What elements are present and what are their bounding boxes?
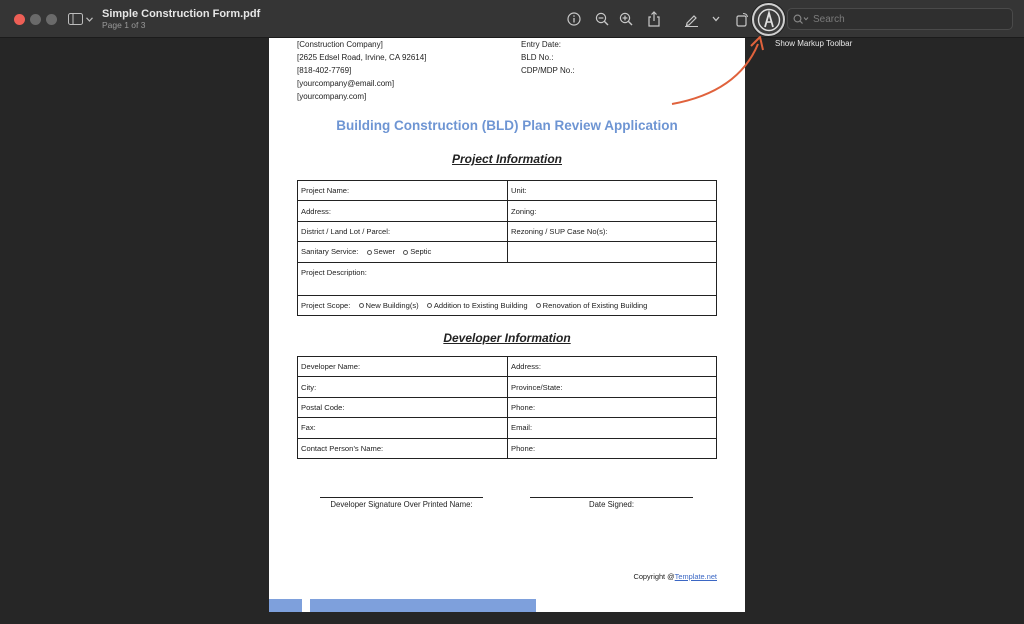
developer-name-field[interactable]: Developer Name: bbox=[298, 357, 508, 377]
email-field[interactable]: Email: bbox=[508, 418, 717, 438]
cdp-mdp-label: CDP/MDP No.: bbox=[521, 66, 575, 75]
sewer-radio[interactable] bbox=[367, 250, 372, 255]
bld-no-label: BLD No.: bbox=[521, 53, 554, 62]
developer-info-table bbox=[297, 356, 717, 459]
search-icon bbox=[793, 14, 809, 25]
company-address: [2625 Edsel Road, Irvine, CA 92614] bbox=[297, 53, 427, 62]
zoom-in-icon bbox=[619, 12, 633, 26]
zoom-in-button[interactable] bbox=[617, 10, 635, 28]
province-field[interactable]: Province/State: bbox=[508, 377, 717, 397]
close-window-button[interactable] bbox=[14, 14, 25, 25]
table-row bbox=[298, 181, 717, 201]
company-email: [yourcompany@email.com] bbox=[297, 79, 395, 88]
zoom-out-icon bbox=[595, 12, 609, 26]
sanitary-service-field bbox=[298, 242, 508, 262]
entry-date-label: Entry Date: bbox=[521, 40, 562, 49]
table-row bbox=[298, 221, 717, 241]
septic-radio[interactable] bbox=[403, 250, 408, 255]
table-row bbox=[298, 201, 717, 221]
footer-band bbox=[310, 599, 536, 612]
signature-line[interactable] bbox=[320, 497, 483, 498]
search-field[interactable] bbox=[787, 8, 1013, 30]
highlight-options-button[interactable] bbox=[707, 10, 725, 28]
contact-person-field[interactable]: Contact Person’s Name: bbox=[298, 438, 508, 458]
new-building-label: New Building(s) bbox=[365, 300, 419, 310]
sidebar-icon bbox=[68, 13, 83, 25]
zoning-field[interactable]: Zoning: bbox=[508, 201, 717, 221]
highlight-button[interactable] bbox=[682, 10, 700, 28]
pdf-page bbox=[269, 38, 745, 612]
date-signed-label: Date Signed: bbox=[588, 500, 635, 509]
project-scope-field bbox=[298, 295, 717, 315]
zoom-out-button[interactable] bbox=[593, 10, 611, 28]
window-toolbar bbox=[0, 0, 1024, 38]
developer-address-field[interactable]: Address: bbox=[508, 357, 717, 377]
unit-field[interactable]: Unit: bbox=[508, 181, 717, 201]
renovation-label: Renovation of Existing Building bbox=[542, 300, 648, 310]
city-field[interactable]: City: bbox=[298, 377, 508, 397]
table-row bbox=[298, 438, 717, 458]
contact-phone-field[interactable]: Phone: bbox=[508, 438, 717, 458]
document-title: Simple Construction Form.pdf bbox=[102, 8, 261, 20]
template-link[interactable]: Template.net bbox=[674, 572, 717, 581]
renovation-radio[interactable] bbox=[536, 303, 541, 308]
sanitary-service-label: Sanitary Service: bbox=[301, 247, 359, 257]
table-row bbox=[298, 295, 717, 315]
info-icon bbox=[567, 12, 581, 26]
septic-label: Septic bbox=[410, 247, 432, 257]
project-name-field[interactable]: Project Name: bbox=[298, 181, 508, 201]
minimize-window-button[interactable] bbox=[30, 14, 41, 25]
fax-field[interactable]: Fax: bbox=[298, 418, 508, 438]
table-row bbox=[298, 262, 717, 295]
share-button[interactable] bbox=[645, 10, 663, 28]
markup-tooltip: Show Markup Toolbar bbox=[772, 38, 855, 49]
info-button[interactable] bbox=[565, 10, 583, 28]
empty-cell bbox=[508, 242, 717, 262]
footer-band bbox=[269, 599, 302, 612]
rotate-icon bbox=[735, 12, 749, 27]
company-info bbox=[297, 38, 426, 103]
share-icon bbox=[647, 11, 661, 27]
project-info-table bbox=[297, 180, 717, 316]
addition-label: Addition to Existing Building bbox=[433, 300, 528, 310]
table-row bbox=[298, 418, 717, 438]
chevron-down-icon bbox=[86, 17, 93, 22]
district-field[interactable]: District / Land Lot / Parcel: bbox=[298, 221, 508, 241]
markup-toolbar-button[interactable] bbox=[752, 3, 785, 36]
addition-radio[interactable] bbox=[427, 303, 432, 308]
company-phone: [818-402-7769] bbox=[297, 66, 352, 75]
copyright-notice bbox=[589, 572, 717, 581]
company-name: [Construction Company] bbox=[297, 40, 383, 49]
rotate-button[interactable] bbox=[733, 10, 751, 28]
table-row bbox=[298, 242, 717, 262]
signature-label: Developer Signature Over Printed Name: bbox=[330, 500, 473, 509]
project-scope-label: Project Scope: bbox=[301, 300, 351, 310]
chevron-down-icon bbox=[712, 16, 720, 22]
project-section-heading: Project Information bbox=[451, 152, 562, 166]
table-row bbox=[298, 397, 717, 417]
table-row bbox=[298, 377, 717, 397]
copyright-prefix: Copyright @ bbox=[633, 572, 675, 581]
search-input[interactable] bbox=[813, 14, 993, 25]
postal-code-field[interactable]: Postal Code: bbox=[298, 397, 508, 417]
table-row bbox=[298, 357, 717, 377]
sewer-label: Sewer bbox=[373, 247, 396, 257]
company-website: [yourcompany.com] bbox=[297, 92, 367, 101]
address-field[interactable]: Address: bbox=[298, 201, 508, 221]
zoom-window-button[interactable] bbox=[46, 14, 57, 25]
application-title: Building Construction (BLD) Plan Review Application bbox=[336, 118, 678, 133]
date-signed-line[interactable] bbox=[530, 497, 693, 498]
page-indicator: Page 1 of 3 bbox=[102, 20, 146, 30]
arrow-head bbox=[751, 37, 763, 50]
developer-section-heading: Developer Information bbox=[443, 331, 571, 345]
highlight-pen-icon bbox=[684, 12, 699, 27]
sidebar-toggle-button[interactable] bbox=[68, 11, 96, 27]
rezoning-field[interactable]: Rezoning / SUP Case No(s): bbox=[508, 221, 717, 241]
markup-icon bbox=[757, 8, 781, 32]
entry-meta bbox=[521, 38, 575, 77]
phone-field[interactable]: Phone: bbox=[508, 397, 717, 417]
project-description-field[interactable]: Project Description: bbox=[298, 262, 717, 295]
new-building-radio[interactable] bbox=[359, 303, 364, 308]
